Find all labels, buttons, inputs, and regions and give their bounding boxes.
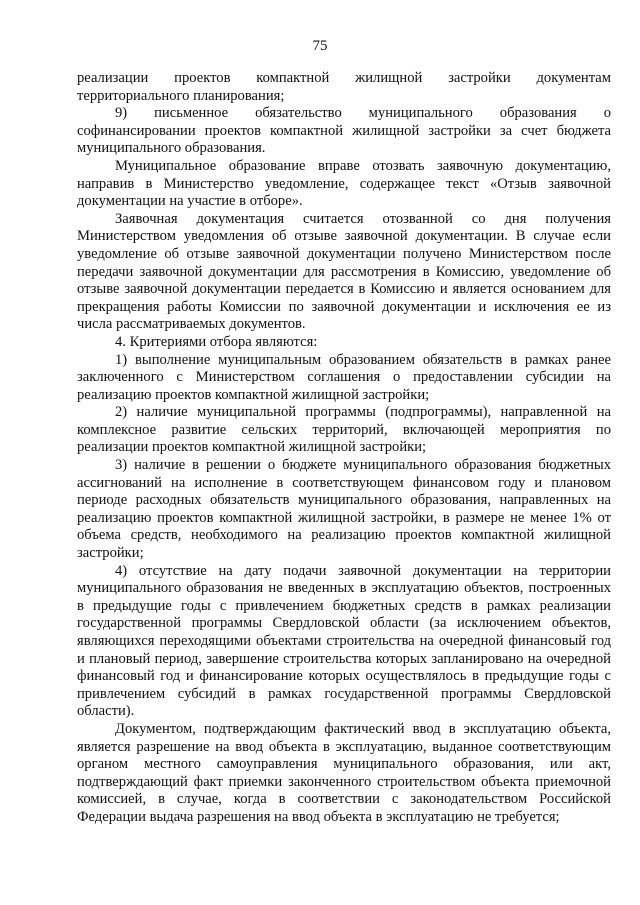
paragraph-criterion-3: 3) наличие в решении о бюджете муниципального образования бюджетных ассигнований на исполнение в соответствующем финансовом году и плановом периоде расходных обязательств муниципального образования, направленных на реализацию проектов компактной жилищной застройки, в размере не менее 1% от объема средств, необходимого на реализацию проектов компактной жилищной застройки;: [77, 457, 611, 562]
paragraph-criteria-heading: 4. Критериями отбора являются:: [115, 333, 318, 350]
paragraph-criterion-1: 1) выполнение муниципальным образованием обязательств в рамках ранее заключенного с Министерством соглашения о предоставлении субсидии на реализацию проектов компактной жилищной застройки;: [77, 351, 611, 403]
paragraph-withdrawal-effect: Заявочная документация считается отозванной со дня получения Министерством уведомления об отзыве заявочной документации. В случае если уведомление об отзыве заявочной документации получено Министерством после передачи заявочной документации для рассмотрения в Комиссию, уведомление об отзыве заявочной документации передается в Комиссию и является основанием для прекращения работы Комиссии по заявочной документации и исключения ее из числа рассматриваемых документов.: [77, 210, 611, 333]
paragraph-continuation: реализации проектов компактной жилищной застройки документам территориального планирования;: [77, 70, 611, 104]
paragraph-item-9: 9) письменное обязательство муниципального образования о софинансировании проектов компактной жилищной застройки за счет бюджета муниципального образования.: [77, 105, 611, 157]
page-number: 75: [312, 38, 328, 54]
paragraph-commissioning-document: Документом, подтверждающим фактический ввод в эксплуатацию объекта, является разрешение на ввод объекта в эксплуатацию, выданное соответствующим органом местного самоуправления муниципального образования, или акт, подтверждающий факт приемки законченного строительством объекта приемочной комиссией, в случае, когда в соответствии с законодательством Российской Федерации выдача разрешения на ввод объекта в эксплуатацию не требуется;: [77, 720, 611, 825]
document-body: [77, 70, 611, 827]
paragraph-withdrawal-right: Муниципальное образование вправе отозвать заявочную документацию, направив в Министерство уведомление, содержащее текст «Отзыв заявочной документации на участие в отборе».: [77, 157, 611, 210]
paragraph-criterion-2: 2) наличие муниципальной программы (подпрограммы), направленной на комплексное развитие сельских территорий, включающей мероприятия по реализации проектов компактной жилищной застройки;: [77, 404, 611, 456]
paragraph-criterion-4: 4) отсутствие на дату подачи заявочной документации на территории муниципального образования не введенных в эксплуатацию объектов, построенных в предыдущие годы с привлечением бюджетных средств в рамках реализации государственной программы Свердловской области (за исключением объектов, являющихся переходящими объектами строительства на очередной финансовый год и плановый период, завершение строительства которых запланировано на очередной финансовый год и финансирование которых осуществлялось в предыдущие годы с привлечением субсидий в рамках государственной программы Свердловской области).: [77, 562, 611, 720]
